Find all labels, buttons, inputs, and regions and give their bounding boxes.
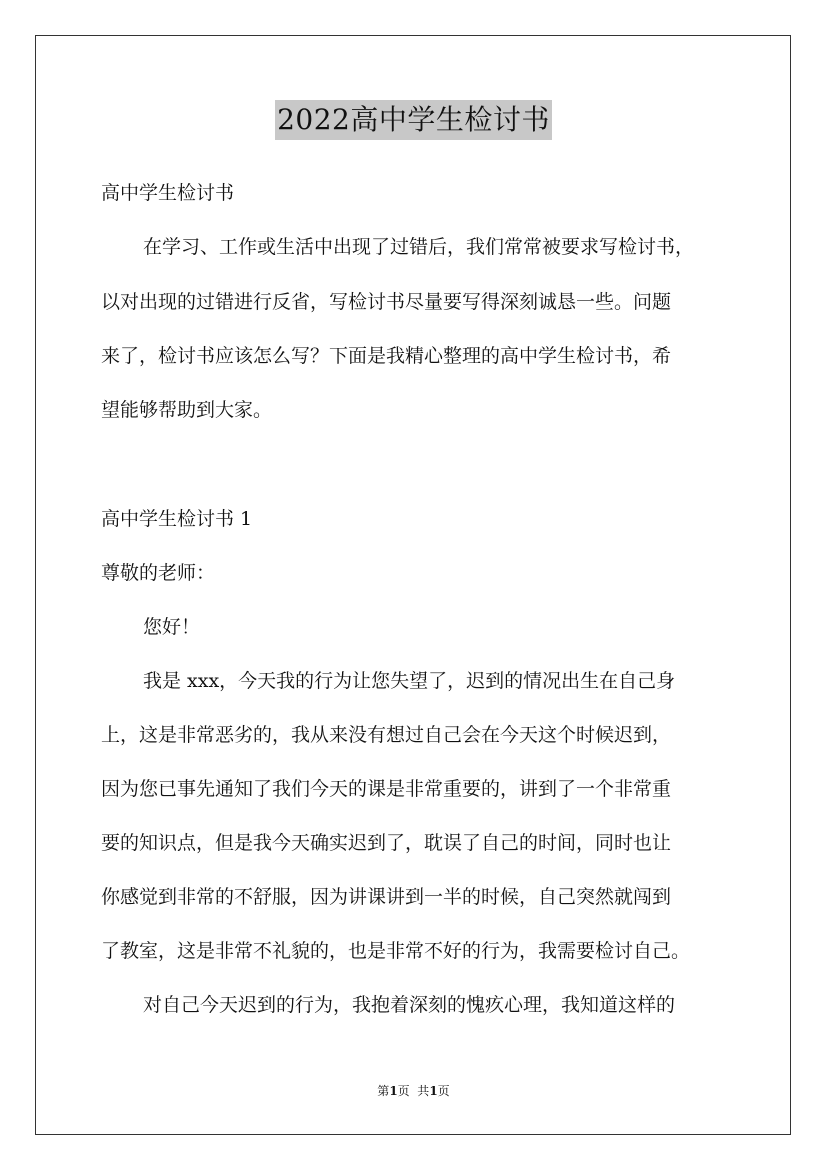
footer-prefix: 第: [377, 1084, 390, 1098]
footer-mid: 页 共: [397, 1084, 430, 1098]
body-line: 要的知识点，但是我今天确实迟到了，耽误了自己的时间，同时也让: [101, 832, 672, 854]
body-line: 我是 xxx，今天我的行为让您失望了，迟到的情况出生在自己身: [143, 670, 676, 692]
document-title: 2022高中学生检讨书: [275, 100, 552, 140]
intro-line: 望能够帮助到大家。: [101, 399, 273, 421]
intro-line: 在学习、工作或生活中出现了过错后，我们常常被要求写检讨书，: [143, 236, 695, 258]
greeting: 您好！: [143, 616, 201, 638]
intro-line: 来了，检讨书应该怎么写？下面是我精心整理的高中学生检讨书，希: [101, 345, 672, 367]
title-wrap: [0, 100, 827, 140]
body-line: 了教室，这是非常不礼貌的，也是非常不好的行为，我需要检讨自己。: [101, 940, 691, 962]
salutation: 尊敬的老师：: [101, 562, 216, 584]
body-line: 因为您已事先通知了我们今天的课是非常重要的，讲到了一个非常重: [101, 778, 672, 800]
section-heading: 高中学生检讨书 1: [101, 508, 253, 530]
footer-suffix: 页: [437, 1084, 450, 1098]
page-footer: [0, 1083, 827, 1099]
subtitle: 高中学生检讨书: [101, 182, 235, 204]
body-line: 上，这是非常恶劣的，我从来没有想过自己会在今天这个时候迟到，: [101, 724, 672, 746]
body-line: 对自己今天迟到的行为，我抱着深刻的愧疚心理，我知道这样的: [143, 994, 676, 1016]
footer-total-number: 1: [429, 1084, 438, 1098]
footer-page-number: 1: [389, 1084, 398, 1098]
intro-line: 以对出现的过错进行反省，写检讨书尽量要写得深刻诚恳一些。问题: [101, 291, 672, 313]
body-line: 你感觉到非常的不舒服，因为讲课讲到一半的时候，自己突然就闯到: [101, 886, 672, 908]
